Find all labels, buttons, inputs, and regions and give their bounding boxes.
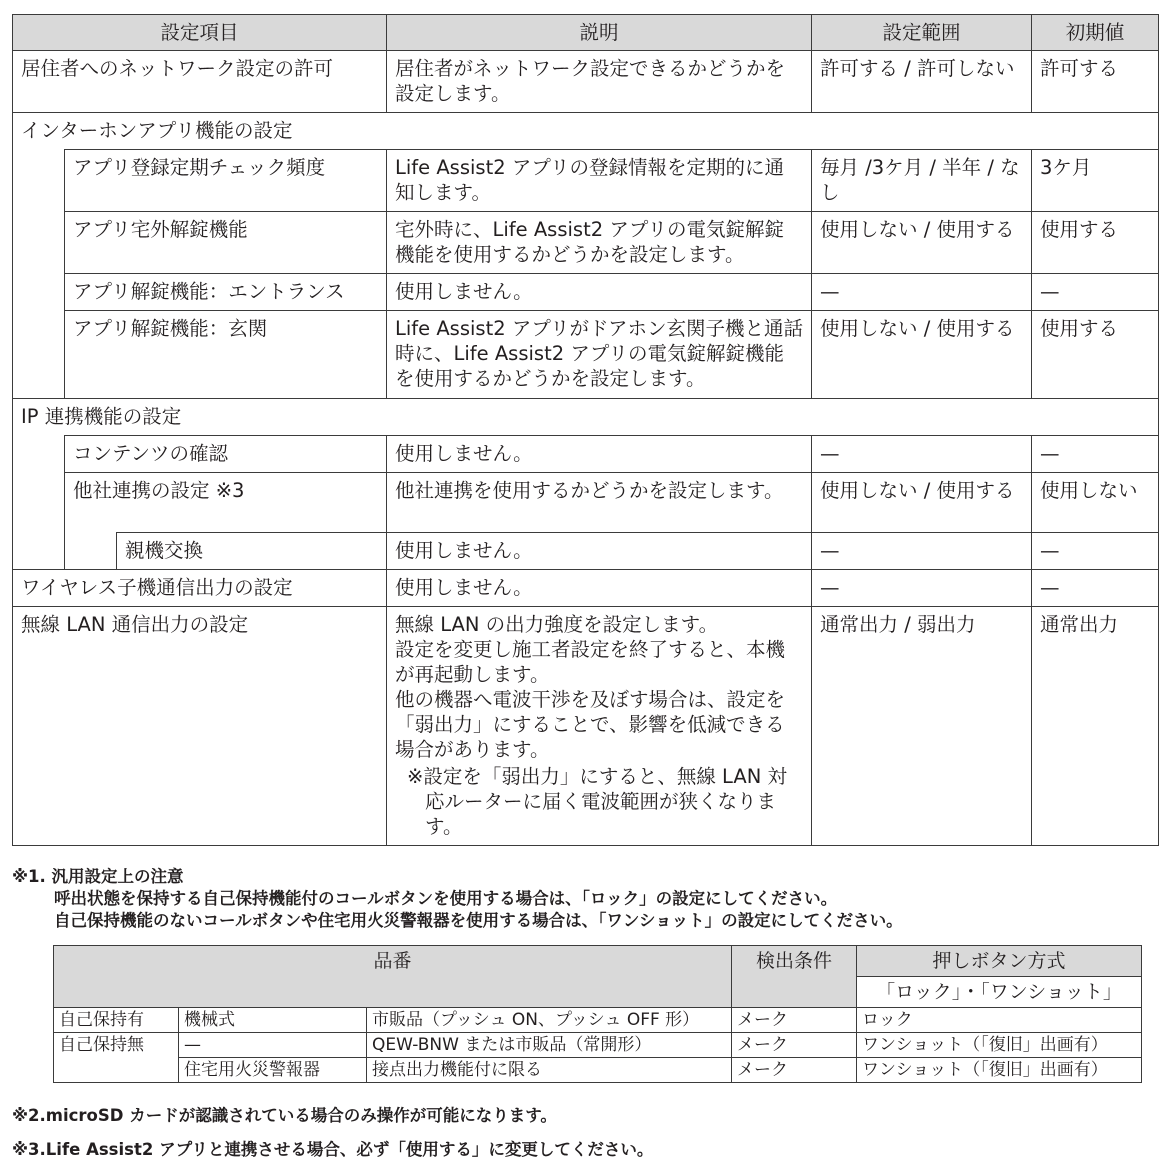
- cell-method: ロック: [857, 1008, 1142, 1033]
- row-desc: 使用しません。: [387, 533, 812, 570]
- settings-table: [12, 14, 1159, 846]
- table-row: [13, 274, 1159, 311]
- table-row: [54, 1058, 1142, 1083]
- row-default: —: [1032, 533, 1159, 570]
- table-header-row: [13, 15, 1159, 51]
- row-item: アプリ宅外解錠機能: [65, 212, 387, 274]
- row-item: ワイヤレス子機通信出力の設定: [13, 570, 387, 607]
- header-description: 説明: [387, 15, 812, 51]
- row-item: コンテンツの確認: [65, 436, 387, 473]
- row-item: アプリ解錠機能：エントランス: [65, 274, 387, 311]
- row-range: 毎月 /3ケ月 / 半年 / なし: [812, 150, 1032, 212]
- note1-line2: 自己保持機能のないコールボタンや住宅用火災警報器を使用する場合は、「ワンショット」の設定にしてください。: [54, 911, 903, 930]
- indent-cell: [13, 150, 65, 399]
- header-default: 初期値: [1032, 15, 1159, 51]
- row-default: 許可する: [1032, 51, 1159, 113]
- table-row: [13, 473, 1159, 533]
- row-item: 居住者へのネットワーク設定の許可: [13, 51, 387, 113]
- table-row: [13, 212, 1159, 274]
- header-range: 設定範囲: [812, 15, 1032, 51]
- cell-method: ワンショット（「復旧」出画有）: [857, 1033, 1142, 1058]
- indent-cell: [65, 533, 117, 570]
- header-method-sub: 「ロック」・「ワンショット」: [857, 977, 1142, 1008]
- cell-group: 自己保持無: [54, 1033, 179, 1083]
- row-item: 他社連携の設定 ※3: [65, 473, 387, 533]
- cell-part: QEW-BNW または市販品（常開形）: [367, 1033, 732, 1058]
- row-desc: 他社連携を使用するかどうかを設定します。: [387, 473, 812, 533]
- row-desc: 使用しません。: [387, 436, 812, 473]
- section-row: [13, 399, 1159, 436]
- table-row: [54, 1008, 1142, 1033]
- header-item: 設定項目: [13, 15, 387, 51]
- section-interphone: インターホンアプリ機能の設定: [13, 113, 1159, 150]
- row-desc: 宅外時に、Life Assist2 アプリの電気錠解錠機能を使用するかどうかを設定します。: [387, 212, 812, 274]
- row-default: —: [1032, 570, 1159, 607]
- row-range: —: [812, 436, 1032, 473]
- row-item: アプリ解錠機能：玄関: [65, 311, 387, 399]
- row-desc: 使用しません。: [387, 570, 812, 607]
- lan-desc-note: ※設定を「弱出力」にすると、無線 LAN 対応ルーターに届く電波範囲が狭くなります。: [407, 765, 787, 838]
- cell-type: 住宅用火災警報器: [179, 1058, 367, 1083]
- row-range: 許可する / 許可しない: [812, 51, 1032, 113]
- row-default: 使用する: [1032, 311, 1159, 399]
- row-desc: [387, 607, 812, 846]
- note1-line1: 呼出状態を保持する自己保持機能付のコールボタンを使用する場合は、「ロック」の設定にしてください。: [54, 889, 838, 908]
- header-condition: 検出条件: [732, 946, 857, 1008]
- row-desc: 使用しません。: [387, 274, 812, 311]
- section-row: [13, 113, 1159, 150]
- row-default: 使用する: [1032, 212, 1159, 274]
- row-item: 無線 LAN 通信出力の設定: [13, 607, 387, 846]
- row-range: —: [812, 274, 1032, 311]
- row-default: 使用しない: [1032, 473, 1159, 533]
- cell-part: 接点出力機能付に限る: [367, 1058, 732, 1083]
- lan-desc-2: 設定を変更し施工者設定を終了すると、本機が再起動します。: [395, 638, 786, 686]
- row-item: 親機交換: [117, 533, 387, 570]
- callbutton-table: [53, 945, 1142, 1083]
- table-row: [54, 1033, 1142, 1058]
- table-row: [13, 533, 1159, 570]
- row-range: —: [812, 533, 1032, 570]
- row-desc: Life Assist2 アプリの登録情報を定期的に通知します。: [387, 150, 812, 212]
- table-row: [13, 150, 1159, 212]
- row-desc: 居住者がネットワーク設定できるかどうかを設定します。: [387, 51, 812, 113]
- row-range: 使用しない / 使用する: [812, 473, 1032, 533]
- row-range: —: [812, 570, 1032, 607]
- table-row: [13, 436, 1159, 473]
- row-item: アプリ登録定期チェック頻度: [65, 150, 387, 212]
- table-row: [13, 570, 1159, 607]
- cell-condition: メーク: [732, 1008, 857, 1033]
- cell-type: —: [179, 1033, 367, 1058]
- lan-desc-1: 無線 LAN の出力強度を設定します。: [395, 613, 719, 636]
- row-default: —: [1032, 436, 1159, 473]
- row-default: 通常出力: [1032, 607, 1159, 846]
- cell-group: 自己保持有: [54, 1008, 179, 1033]
- note2: ※2.microSD カードが認識されている場合のみ操作が可能になります。: [12, 1106, 557, 1125]
- row-range: 使用しない / 使用する: [812, 212, 1032, 274]
- header-method: 押しボタン方式: [857, 946, 1142, 977]
- section-ip: IP 連携機能の設定: [13, 399, 1159, 436]
- cell-method: ワンショット（「復旧」出画有）: [857, 1058, 1142, 1083]
- cell-condition: メーク: [732, 1058, 857, 1083]
- row-default: —: [1032, 274, 1159, 311]
- row-range: 通常出力 / 弱出力: [812, 607, 1032, 846]
- table-row: [13, 607, 1159, 846]
- indent-cell: [13, 436, 65, 570]
- row-range: 使用しない / 使用する: [812, 311, 1032, 399]
- table-row: [13, 51, 1159, 113]
- table-row: [13, 311, 1159, 399]
- note1-title: ※1. 汎用設定上の注意: [12, 867, 184, 886]
- sub-header-row: [54, 946, 1142, 977]
- notes-section: [12, 866, 1158, 932]
- row-default: 3ケ月: [1032, 150, 1159, 212]
- cell-type: 機械式: [179, 1008, 367, 1033]
- cell-condition: メーク: [732, 1033, 857, 1058]
- cell-part: 市販品（プッシュ ON、プッシュ OFF 形）: [367, 1008, 732, 1033]
- header-part: 品番: [54, 946, 732, 1008]
- note3: ※3.Life Assist2 アプリと連携させる場合、必ず「使用する」に変更してください。: [12, 1140, 654, 1159]
- row-desc: Life Assist2 アプリがドアホン玄関子機と通話時に、Life Assist2 アプリの電気錠解錠機能を使用するかどうかを設定します。: [387, 311, 812, 399]
- lan-desc-3: 他の機器へ電波干渉を及ぼす場合は、設定を「弱出力」にすることで、影響を低減できる場合があります。: [395, 688, 786, 761]
